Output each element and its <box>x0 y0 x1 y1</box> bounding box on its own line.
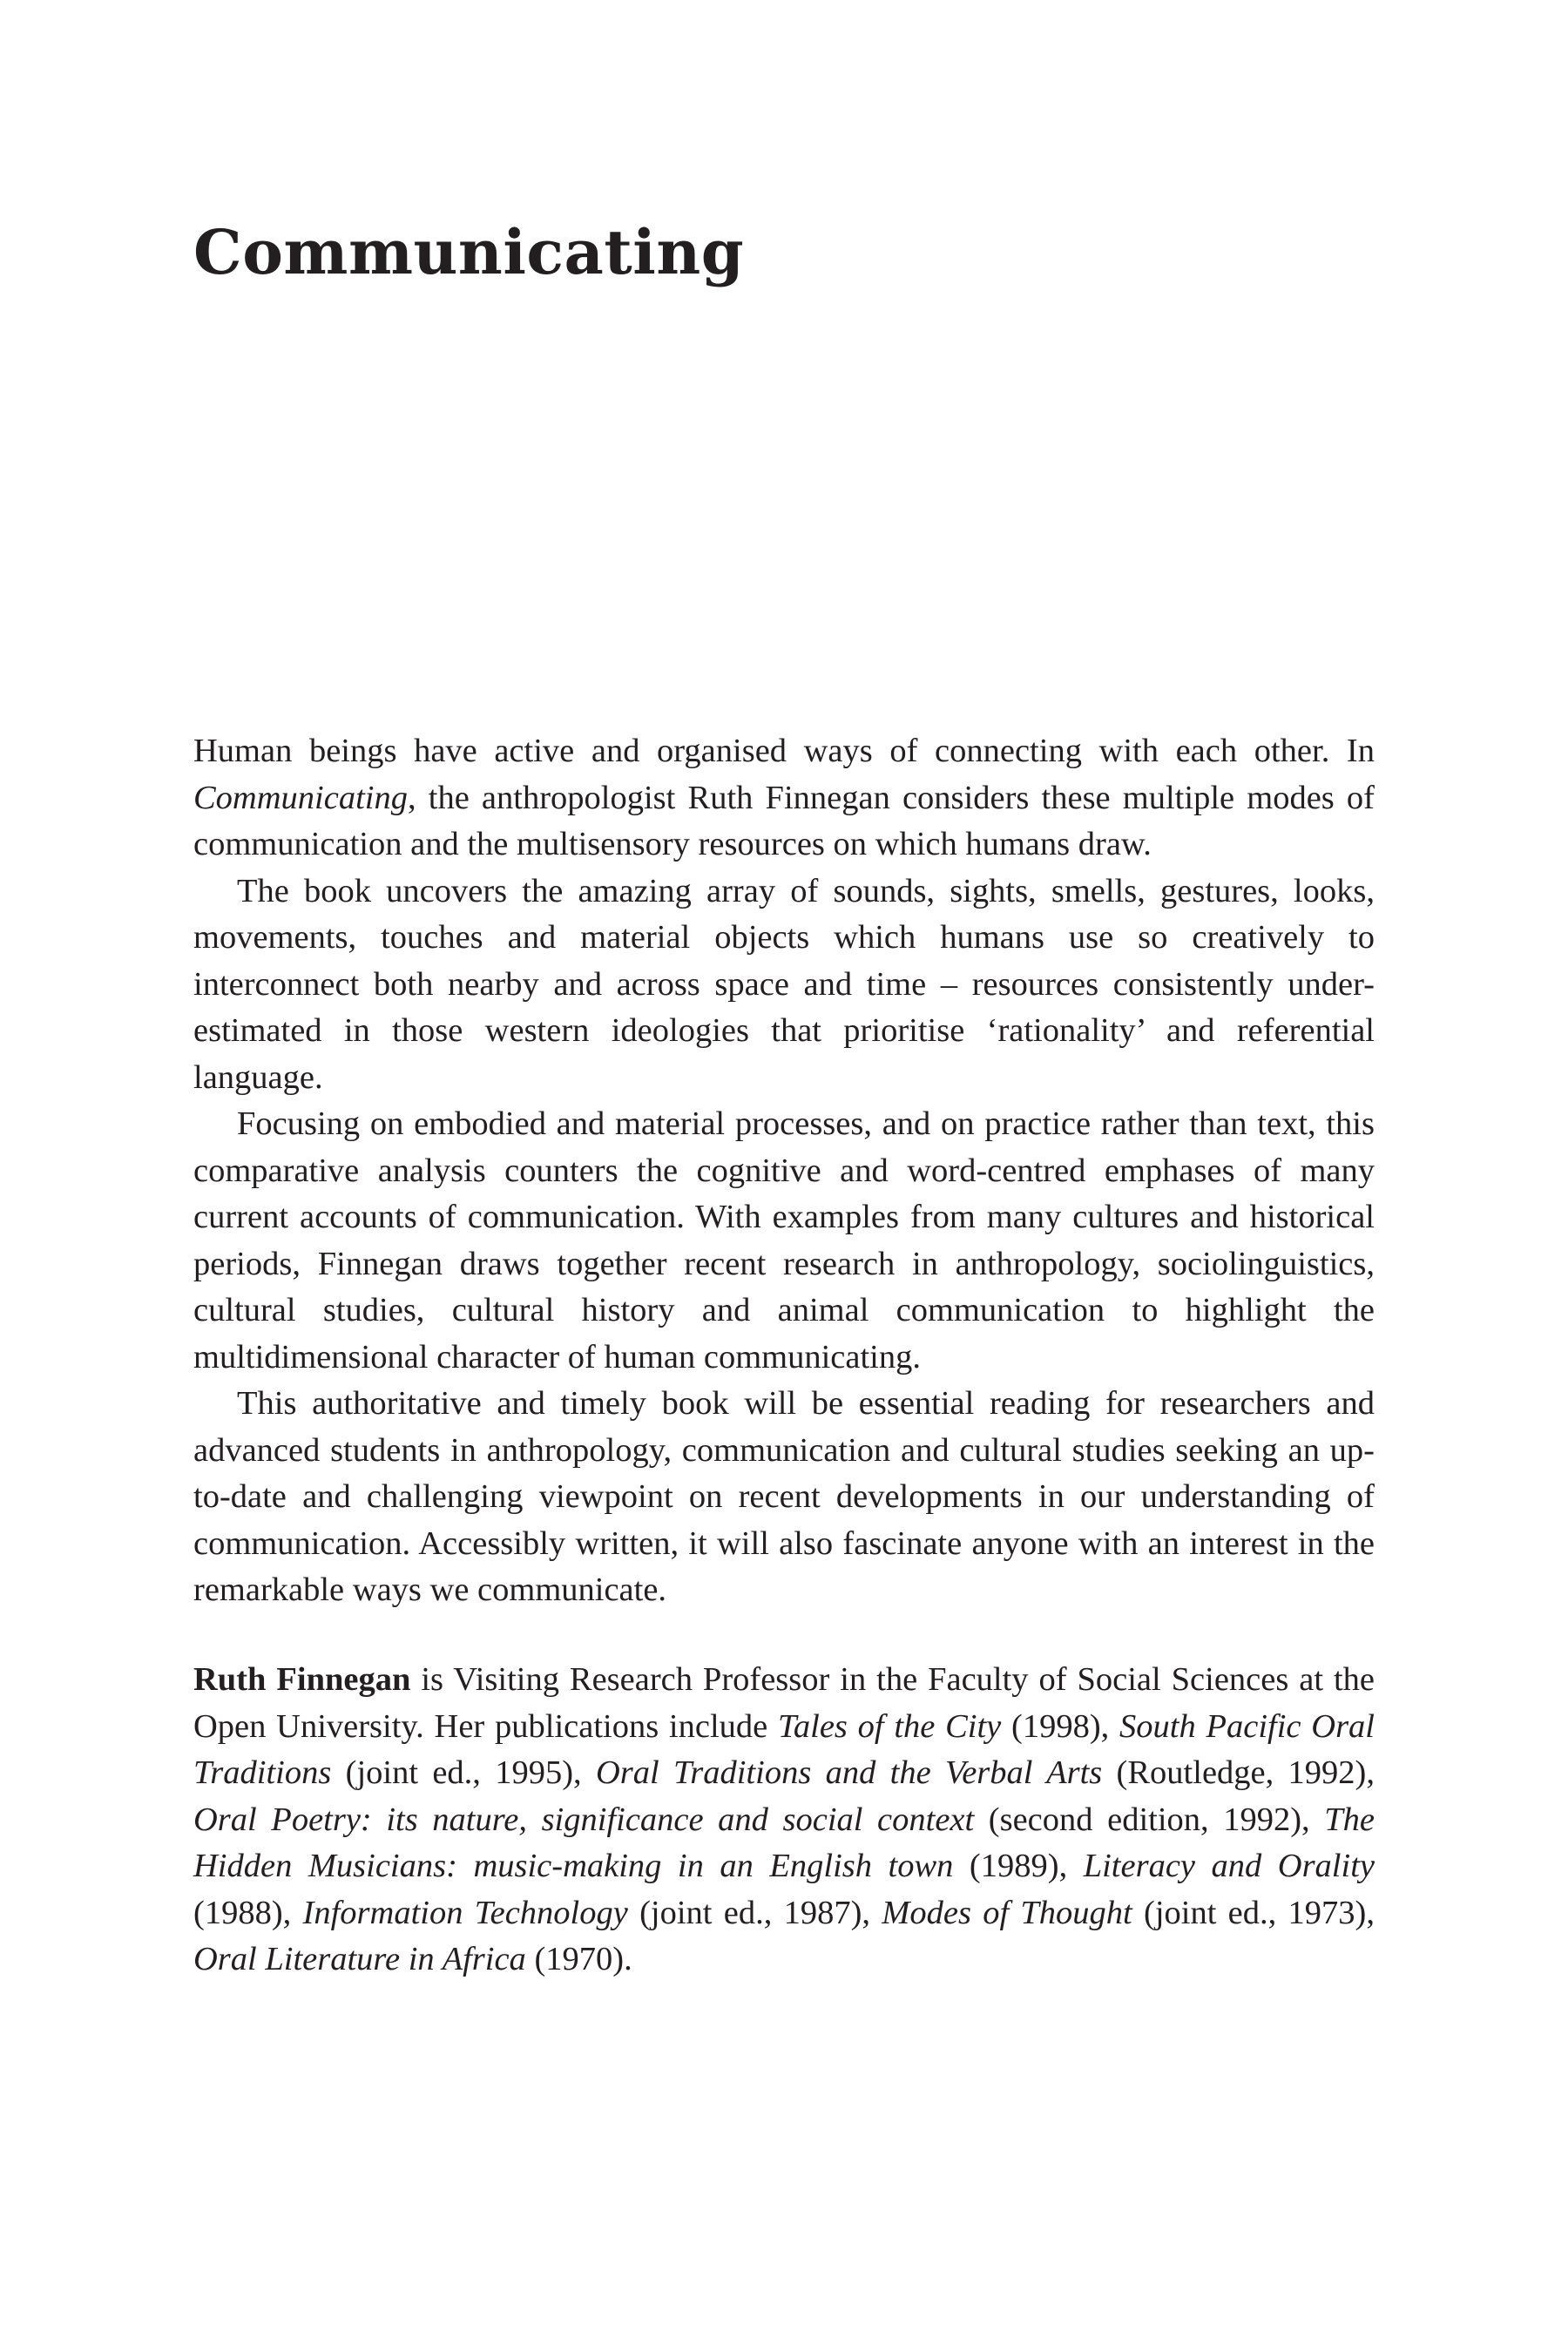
paragraph-text: , the anthropologist Ruth Finnegan considers these multiple modes of communication and the multisensory resources on which humans draw. <box>193 779 1375 862</box>
work-title: South Pacific Oral Traditions <box>193 1707 1375 1791</box>
author-bio <box>193 1657 1375 1984</box>
work-title: Tales of the City <box>778 1707 1002 1745</box>
work-title: The Hidden Musicians: music-making in an English town <box>193 1801 1375 1884</box>
bio-text: (1988), <box>193 1894 303 1931</box>
author-name: Ruth Finnegan <box>193 1661 411 1698</box>
page-title: Communicating <box>193 216 745 288</box>
bio-text: (1989), <box>953 1848 1084 1884</box>
description-paragraph-1 <box>193 728 1375 868</box>
bio-text: (second edition, 1992), <box>974 1801 1325 1838</box>
paragraph-text: Human beings have active and organised ways of connecting with each other. In <box>193 733 1375 769</box>
work-title: Oral Literature in Africa <box>193 1941 526 1977</box>
bio-text: is Visiting Research Professor in the Faculty of Social Sciences at the Open University. Her publications include <box>193 1661 1375 1745</box>
bio-text: (1998), <box>1001 1707 1120 1745</box>
work-title: Oral Traditions and the Verbal Arts <box>595 1754 1103 1791</box>
work-title: Literacy and Orality <box>1083 1848 1375 1884</box>
bio-text: (1970). <box>525 1941 632 1977</box>
book-description <box>193 728 1375 1614</box>
description-paragraph-2: The book uncovers the amazing array of sounds, sights, smells, gestures, looks, movements, touches and material objects which humans use so creatively to interconnect both nearby and across space and time – resources consistently under-estimated in those western ideologies that prioritise ‘rationality’ and referential language. <box>193 872 1375 1096</box>
book-title-italic: Communicating <box>193 779 408 816</box>
bio-text: (joint ed., 1995), <box>331 1754 596 1791</box>
bio-text: (joint ed., 1973), <box>1132 1894 1375 1931</box>
bio-text: (Routledge, 1992), <box>1102 1754 1375 1791</box>
description-paragraph-3: Focusing on embodied and material processes, and on practice rather than text, this comparative analysis counters the cognitive and word-centred emphases of many current accounts of communication. With examples from many cultures and historical periods, Finnegan draws together recent research in anthropology, sociolinguistics, cultural studies, cultural history and animal communication to highlight the multidimensional character of human communicating. <box>193 1105 1375 1375</box>
work-title: Modes of Thought <box>882 1894 1132 1931</box>
description-paragraph-4: This authoritative and timely book will be essential reading for researchers and advanced students in anthropology, communication and cultural studies seeking an up-to-date and challenging viewpoint on recent developments in our understanding of communication. Accessibly written, it will also fascinate anyone with an interest in the remarkable ways we communicate. <box>193 1385 1375 1608</box>
work-title: Information Technology <box>302 1894 628 1931</box>
bio-text: (joint ed., 1987), <box>627 1894 882 1931</box>
work-title: Oral Poetry: its nature, significance and social context <box>193 1801 975 1838</box>
